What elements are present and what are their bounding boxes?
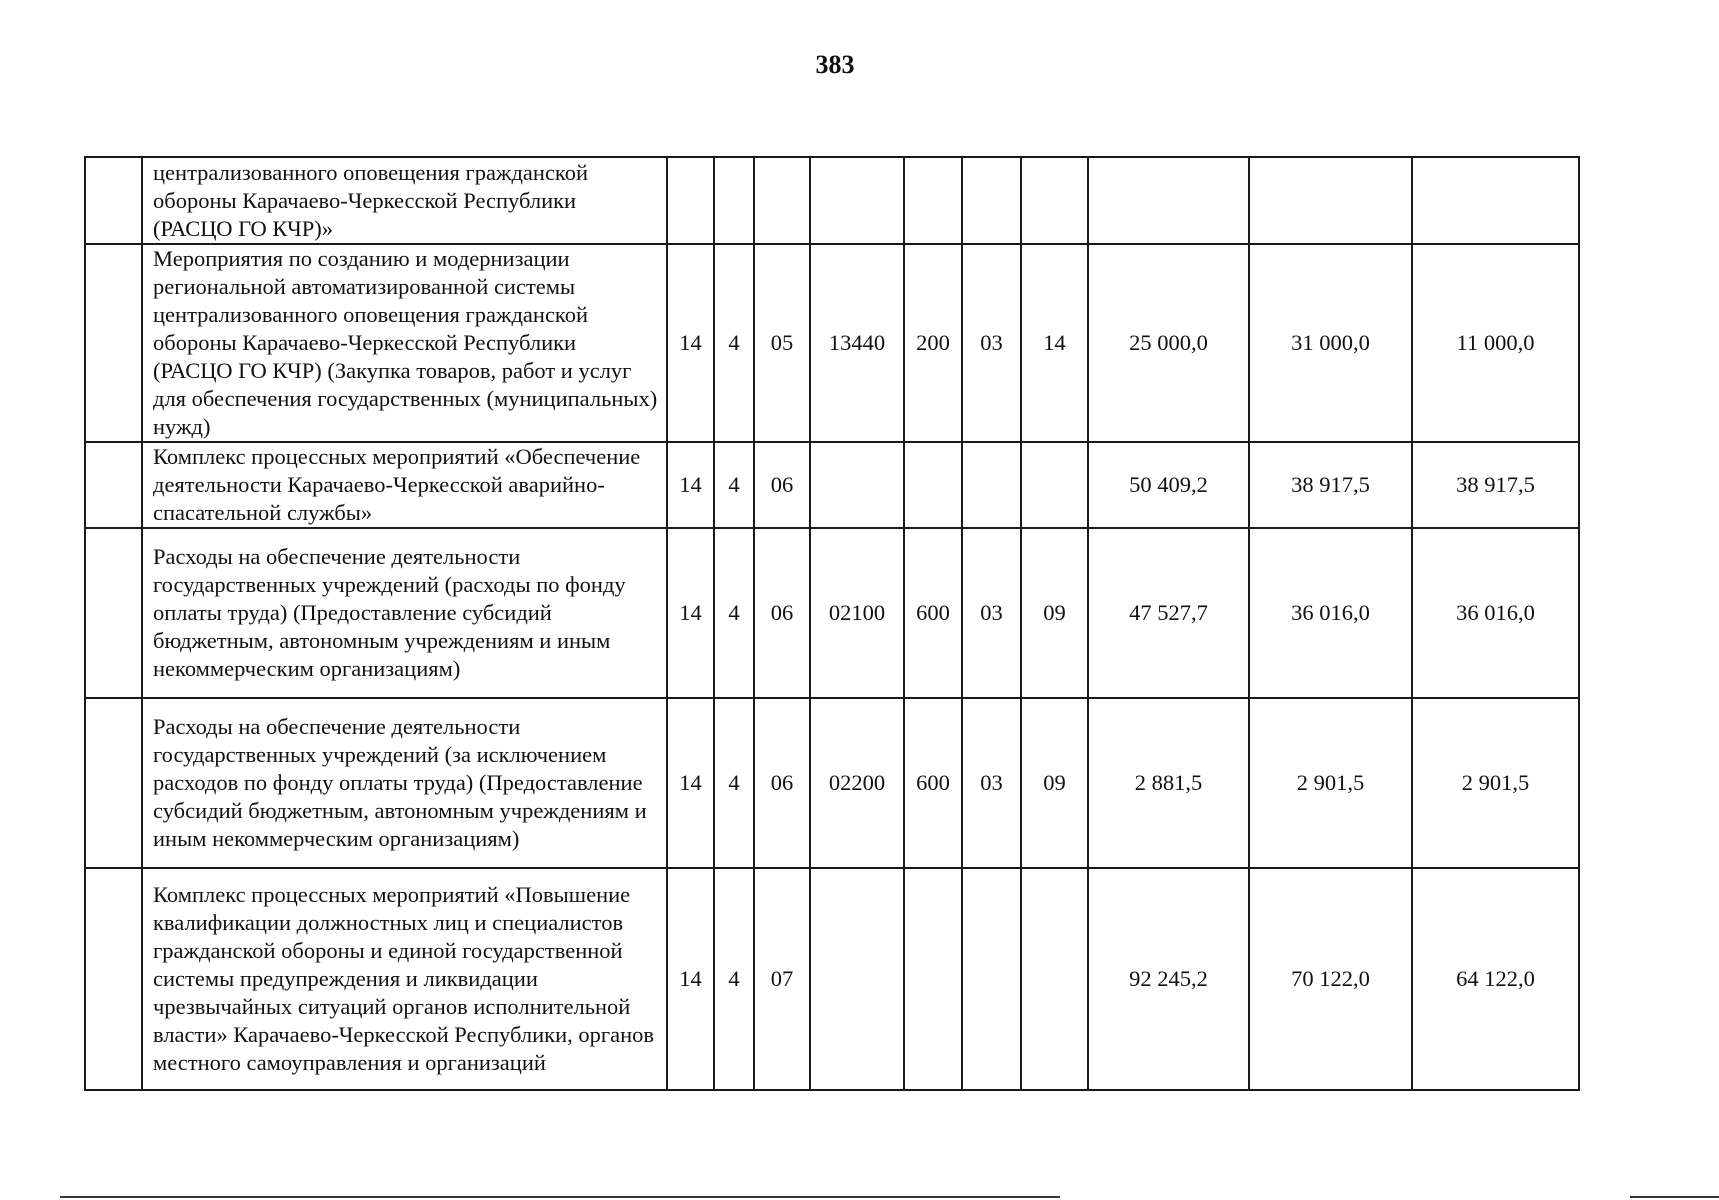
code-cell: 03 [962, 528, 1021, 698]
code-cell: 06 [754, 698, 810, 868]
amount-cell: 64 122,0 [1412, 868, 1579, 1090]
code-cell: 03 [962, 244, 1021, 442]
code-cell [962, 868, 1021, 1090]
amount-cell [1412, 157, 1579, 244]
table-row [85, 157, 1579, 244]
code-cell [667, 157, 714, 244]
page-number: 383 [815, 50, 855, 79]
code-cell [810, 157, 904, 244]
code-cell: 02100 [810, 528, 904, 698]
row-number-cell [85, 528, 142, 698]
row-name-cell: Мероприятия по созданию и модернизации региональной автоматизированной системы централизованного оповещения гражданской обороны Карачаево-Черкесской Республики (РАСЦО ГО КЧР) (Закупка товаров, работ и услуг для обеспечения государственных (муниципальных) нужд) [142, 244, 667, 442]
amount-cell: 36 016,0 [1249, 528, 1412, 698]
code-cell [904, 868, 962, 1090]
code-cell: 14 [1021, 244, 1088, 442]
table-row [85, 698, 1579, 868]
row-number-cell [85, 442, 142, 528]
code-cell: 09 [1021, 528, 1088, 698]
amount-cell: 11 000,0 [1412, 244, 1579, 442]
row-number-cell [85, 698, 142, 868]
amount-cell: 38 917,5 [1249, 442, 1412, 528]
bottom-rule [60, 1196, 1060, 1198]
code-cell: 4 [714, 528, 754, 698]
code-cell [714, 157, 754, 244]
table-row [85, 442, 1579, 528]
code-cell: 600 [904, 528, 962, 698]
row-name-cell: Комплекс процессных мероприятий «Повышение квалификации должностных лиц и специалистов гражданской обороны и единой государственной системы предупреждения и ликвидации чрезвычайных ситуаций органов исполнительной власти» Карачаево-Черкесской Республики, органов местного самоуправления и организаций [142, 868, 667, 1090]
code-cell [962, 442, 1021, 528]
row-number-cell [85, 157, 142, 244]
budget-table [84, 156, 1580, 1091]
amount-cell [1088, 157, 1249, 244]
amount-cell: 2 901,5 [1249, 698, 1412, 868]
bottom-rule [1630, 1196, 1719, 1198]
row-name-cell: централизованного оповещения гражданской обороны Карачаево-Черкесской Республики (РАСЦО ГО КЧР)» [142, 157, 667, 244]
amount-cell: 2 901,5 [1412, 698, 1579, 868]
code-cell: 02200 [810, 698, 904, 868]
amount-cell: 2 881,5 [1088, 698, 1249, 868]
table-row [85, 244, 1579, 442]
row-name-cell: Расходы на обеспечение деятельности государственных учреждений (расходы по фонду оплаты труда) (Предоставление субсидий бюджетным, автономным учреждениям и иным некоммерческим организациям) [142, 528, 667, 698]
code-cell [1021, 868, 1088, 1090]
code-cell: 200 [904, 244, 962, 442]
code-cell: 05 [754, 244, 810, 442]
code-cell: 07 [754, 868, 810, 1090]
amount-cell: 38 917,5 [1412, 442, 1579, 528]
amount-cell: 47 527,7 [1088, 528, 1249, 698]
row-name-cell: Комплекс процессных мероприятий «Обеспечение деятельности Карачаево-Черкесской аварийно-спасательной службы» [142, 442, 667, 528]
code-cell: 4 [714, 442, 754, 528]
code-cell [810, 868, 904, 1090]
amount-cell: 50 409,2 [1088, 442, 1249, 528]
code-cell [962, 157, 1021, 244]
amount-cell: 70 122,0 [1249, 868, 1412, 1090]
amount-cell: 31 000,0 [1249, 244, 1412, 442]
code-cell: 06 [754, 442, 810, 528]
code-cell: 09 [1021, 698, 1088, 868]
code-cell: 14 [667, 244, 714, 442]
code-cell: 14 [667, 868, 714, 1090]
code-cell [904, 442, 962, 528]
table-row [85, 868, 1579, 1090]
code-cell: 14 [667, 442, 714, 528]
amount-cell [1249, 157, 1412, 244]
code-cell [810, 442, 904, 528]
code-cell [1021, 157, 1088, 244]
row-number-cell [85, 868, 142, 1090]
code-cell: 06 [754, 528, 810, 698]
table-row [85, 528, 1579, 698]
code-cell: 13440 [810, 244, 904, 442]
code-cell [754, 157, 810, 244]
code-cell: 4 [714, 244, 754, 442]
amount-cell: 25 000,0 [1088, 244, 1249, 442]
code-cell [1021, 442, 1088, 528]
row-name-cell: Расходы на обеспечение деятельности государственных учреждений (за исключением расходов по фонду оплаты труда) (Предоставление субсидий бюджетным, автономным учреждениям и иным некоммерческим организациям) [142, 698, 667, 868]
code-cell: 14 [667, 698, 714, 868]
code-cell [904, 157, 962, 244]
code-cell: 14 [667, 528, 714, 698]
code-cell: 4 [714, 868, 754, 1090]
row-number-cell [85, 244, 142, 442]
amount-cell: 92 245,2 [1088, 868, 1249, 1090]
code-cell: 600 [904, 698, 962, 868]
amount-cell: 36 016,0 [1412, 528, 1579, 698]
code-cell: 4 [714, 698, 754, 868]
code-cell: 03 [962, 698, 1021, 868]
